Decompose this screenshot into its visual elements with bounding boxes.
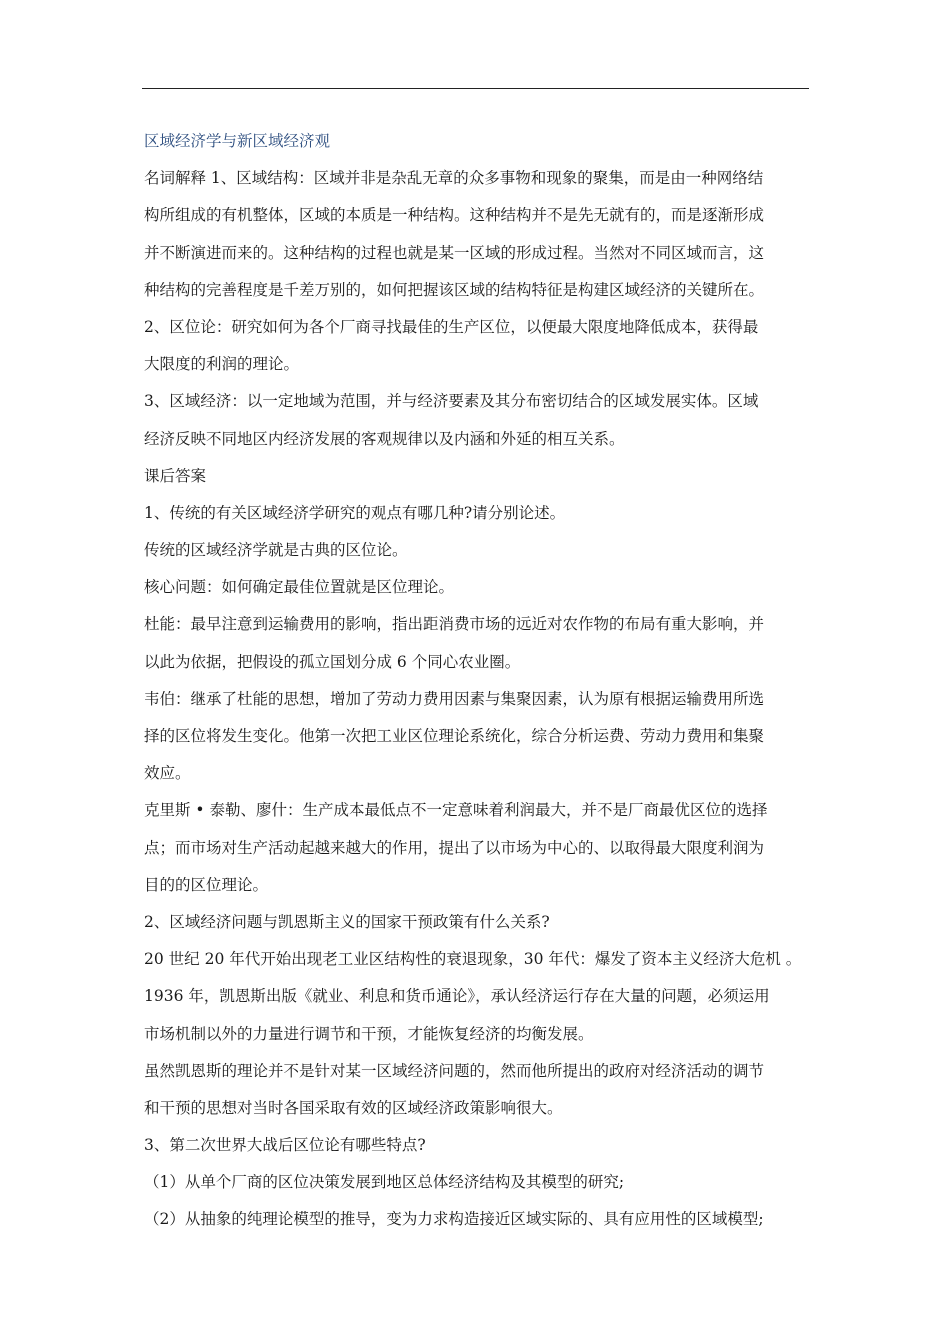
question-line: 2、区域经济问题与凯恩斯主义的国家干预政策有什么关系? (144, 912, 550, 931)
text-line: 点；而市场对生产活动起越来越大的作用，提出了以市场为中心的、以取得最大限度利润为 (144, 838, 765, 857)
text-line: 大限度的利润的理论。 (144, 355, 300, 374)
document-body (144, 123, 808, 1239)
text-line: 市场机制以外的力量进行调节和干预，才能恢复经济的均衡发展。 (144, 1024, 594, 1043)
text-line: 1936 年，凯恩斯出版《就业、利息和货币通论》，承认经济运行存在大量的问题，必须运用 (144, 987, 770, 1006)
text-line: 传统的区域经济学就是古典的区位论。 (144, 541, 408, 560)
text-line: 和干预的思想对当时各国采取有效的区域经济政策影响很大。 (144, 1098, 563, 1117)
text-line: 虽然凯恩斯的理论并不是针对某一区域经济问题的，然而他所提出的政府对经济活动的调节 (144, 1061, 765, 1080)
text-line: 效应。 (144, 764, 191, 783)
text-line: 克里斯 • 泰勒、廖什：生产成本最低点不一定意味着利润最大，并不是厂商最优区位的选择 (144, 801, 768, 820)
text-line: 20 世纪 20 年代开始出现老工业区结构性的衰退现象，30 年代：爆发了资本主义经济大危机 。 (144, 950, 802, 969)
list-item: （2）从抽象的纯理论模型的推导，变为力求构造接近区域实际的、具有应用性的区域模型; (144, 1210, 764, 1229)
text-line: 择的区位将发生变化。他第一次把工业区位理论系统化，综合分析运费、劳动力费用和集聚 (144, 727, 765, 745)
text-line: 核心问题：如何确定最佳位置就是区位理论。 (144, 578, 455, 597)
text-line: 目的的区位理论。 (144, 875, 269, 894)
text-line: 2、区位论：研究如何为各个厂商寻找最佳的生产区位，以便最大限度地降低成本，获得最 (144, 317, 759, 336)
text-line: 名词解释 1、区域结构：区域并非是杂乱无章的众多事物和现象的聚集，而是由一种网络结 (144, 169, 764, 188)
section-heading: 课后答案 (144, 466, 207, 485)
list-item: （1）从单个厂商的区位决策发展到地区总体经济结构及其模型的研究; (144, 1173, 625, 1192)
question-line: 1、传统的有关区域经济学研究的观点有哪几种?请分别论述。 (144, 503, 566, 522)
text-line: 韦伯：继承了杜能的思想，增加了劳动力费用因素与集聚因素，认为原有根据运输费用所选 (144, 689, 765, 708)
text-line: 经济反映不同地区内经济发展的客观规律以及内涵和外延的相互关系。 (144, 429, 625, 448)
text-line: 以此为依据，把假设的孤立国划分成 6 个同心农业圈。 (144, 652, 521, 671)
question-line: 3、第二次世界大战后区位论有哪些特点? (144, 1136, 426, 1155)
text-line: 并不断演进而来的。这种结构的过程也就是某一区域的形成过程。当然对不同区域而言，这 (144, 243, 765, 262)
header-rule (142, 88, 809, 89)
text-line: 3、区域经济：以一定地域为范围，并与经济要素及其分布密切结合的区域发展实体。区域 (144, 392, 759, 411)
document-title: 区域经济学与新区域经济观 (144, 132, 331, 150)
text-line: 杜能：最早注意到运输费用的影响，指出距消费市场的远近对农作物的布局有重大影响，并 (144, 615, 765, 634)
text-line: 构所组成的有机整体，区域的本质是一种结构。这种结构并不是先无就有的，而是逐渐形成 (144, 206, 765, 225)
text-line: 种结构的完善程度是千差万别的，如何把握该区域的结构特征是构建区域经济的关键所在。 (144, 280, 765, 299)
